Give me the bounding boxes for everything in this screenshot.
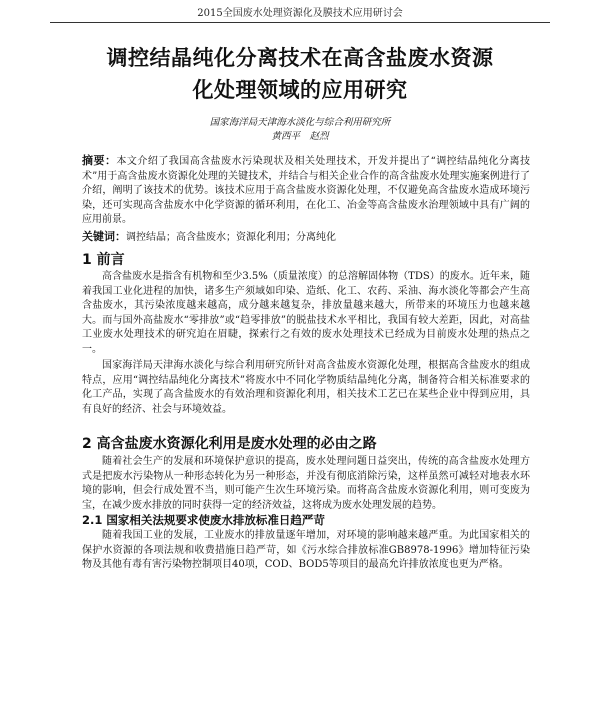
abstract-label: 摘要： xyxy=(82,154,117,167)
section-2-title: 2 高含盐废水资源化利用是废水处理的必由之路 xyxy=(82,436,377,452)
running-head: 2015全国废水处理资源化及膜技术应用研讨会 xyxy=(50,6,550,23)
abstract-block xyxy=(82,154,530,245)
title-line-1: 调控结晶纯化分离技术在高含盐废水资源 xyxy=(106,46,494,70)
title-line-2: 化处理领域的应用研究 xyxy=(192,78,408,102)
abstract xyxy=(82,154,530,228)
subsection-2-1-title: 2.1 国家相关法规要求使废水排放标准日趋严苛 xyxy=(82,513,325,527)
section-1-title: 1 前言 xyxy=(82,252,125,268)
affiliation: 国家海洋局天津海水淡化与综合利用研究所 xyxy=(209,117,391,128)
keywords xyxy=(82,230,530,246)
subsection-2-1-paragraph-1: 随着我国工业的发展，工业废水的排放量逐年增加，对环境的影响越来越严重。为此国家相关的保护水资源的各项法规和收费措施日趋严苛，如《污水综合排放标准GB8978-1996》增加特征污染物及其他有毒有害污染物控制项目40项，COD、BOD5等项目的最高允许排放浓度也更为严格。 xyxy=(82,530,530,570)
abstract-text: 本文介绍了我国高含盐废水污染现状及相关处理技术，开发并提出了“调控结晶纯化分离技术”用于高含盐废水资源化处理的关键技术，并结合与相关企业合作的高含盐废水处理实施案例进行了介绍，阐明了该技术的优势。该技术应用于高含盐废水资源化处理，不仅避免高含盐废水造成环境污染，还可实现高含盐废水中化学资源的循环利用，在化工、冶金等高含盐废水治理领域中具有广阔的应用前景。 xyxy=(82,156,530,225)
section-1-paragraph-2: 国家海洋局天津海水淡化与综合利用研究所针对高含盐废水资源化处理，根据高含盐废水的组成特点，应用“调控结晶纯化分离技术”将废水中不同化学物质结晶纯化分离，制备符合相关标准要求的化工产品，实现了高含盐废水的有效治理和资源化利用，相关技术工艺已在某些企业中得到应用，具有良好的经济、社会与环境效益。 xyxy=(82,360,530,415)
section-2-paragraph-1: 随着社会生产的发展和环境保护意识的提高，废水处理问题日益突出，传统的高含盐废水处理方式是把废水污染物从一种形态转化为另一种形态，并没有彻底消除污染，这样虽然可减轻对地表水环境的影响，但会行成处置不当，则可能产生次生环境污染。而将高含盐废水资源化利用，则可变废为宝，在减少废水排放的同时获得一定的经济效益，这将成为废水处理发展的趋势。 xyxy=(82,456,530,511)
section-1-paragraph-1: 高含盐废水是指含有机物和至少3.5%（质量浓度）的总溶解固体物（TDS）的废水。近年来，随着我国工业化进程的加快，诸多生产须域如印染、造纸、化工、农药、采油、海水淡化等都会产生高含盐废水，其污染浓度越来越高，成分越来越复杂，排放量越来越大，所带来的环境压力也越来越大。而与国外高盐废水“零排放”或“趋零排放”的脱盐技术水平相比，我国有较大差距，因此，对高盐工业废水处理技术的研究迫在眉睫，探索行之有效的废水处理技术已经成为目前废水处理的热点之一。 xyxy=(82,271,530,355)
paper-title xyxy=(50,42,550,106)
authors: 黄西平 赵烈 xyxy=(271,131,329,142)
keywords-label: 关键词： xyxy=(82,229,126,243)
keywords-text: 调控结晶；高含盐废水；资源化利用；分离纯化 xyxy=(126,231,336,243)
